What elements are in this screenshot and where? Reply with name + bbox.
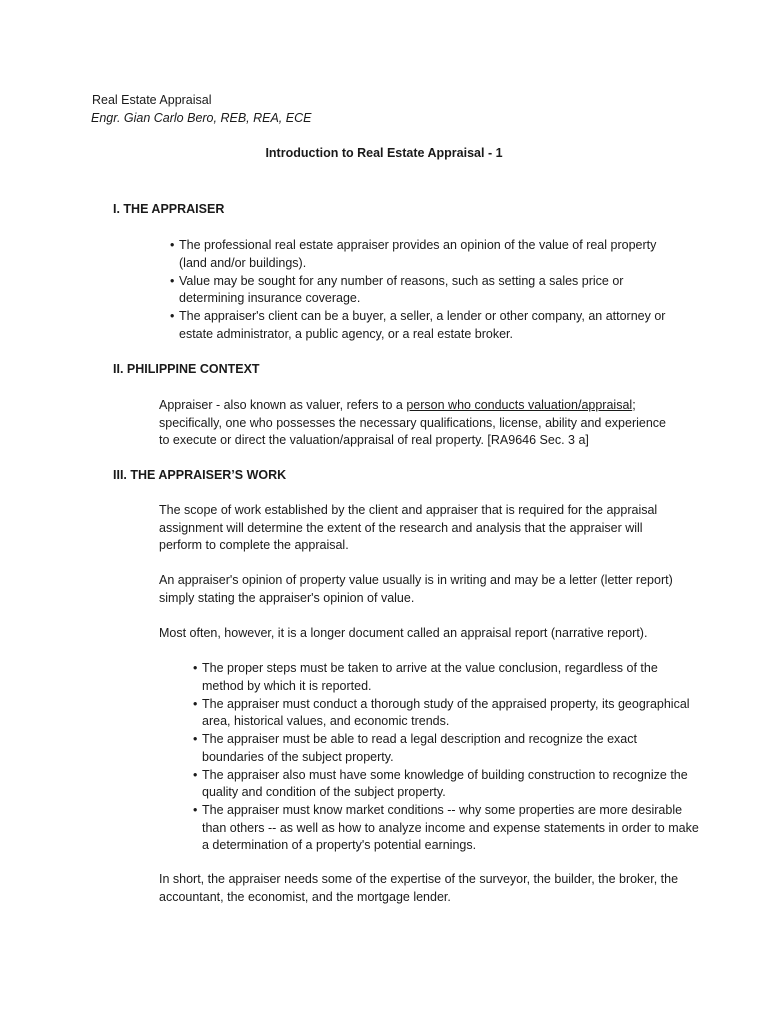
- bullet-icon: •: [193, 767, 198, 782]
- list-item: • The appraiser must conduct a thorough study of the appraised property, its geographical area, historical values, and economic trends.: [193, 696, 690, 728]
- bullet-icon: •: [170, 309, 175, 323]
- section-heading-appraiser: I. THE APPRAISER: [113, 202, 225, 216]
- bullet-icon: •: [193, 732, 198, 746]
- context-paragraph: Appraiser - also known as valuer, refers to a person who conducts valuation/appraisal; specifically, one who possesses the necessary qualifications, license, ability and experience to execute or direct the valuation/appraisal of real property. [RA9646 Sec. 3 a]: [159, 398, 666, 447]
- summary-paragraph: In short, the appraiser needs some of the expertise of the surveyor, the builder, the broker, the accountant, the economist, and the mortgage lender.: [159, 872, 679, 904]
- author-line: Engr. Gian Carlo Bero, REB, REA, ECE: [91, 111, 312, 125]
- list-item: • The appraiser also must have some knowledge of building construction to recognize the quality and condition of the subject property.: [193, 767, 688, 799]
- bullet-icon: •: [193, 661, 198, 675]
- list-item: • Value may be sought for any number of reasons, such as setting a sales price or determining insurance coverage.: [170, 273, 624, 305]
- bullet-icon: •: [193, 803, 198, 817]
- document-title: Real Estate Appraisal: [92, 93, 212, 107]
- work-bullet-list: [180, 660, 700, 855]
- list-item: • The professional real estate appraiser provides an opinion of the value of real property (land and/or buildings).: [170, 238, 657, 270]
- appraiser-bullet-list: [157, 237, 677, 344]
- list-item: • The appraiser must know market conditions -- why some properties are more desirable than others -- as well as how to analyze income and expense statements in order to make a determination of a property's potential earnings.: [193, 803, 699, 852]
- bullet-icon: •: [170, 238, 175, 252]
- bullet-icon: •: [170, 273, 175, 288]
- underlined-definition: person who conducts valuation/appraisal: [406, 398, 633, 412]
- section-heading-philippine-context: II. PHILIPPINE CONTEXT: [113, 362, 260, 376]
- lecture-title: Introduction to Real Estate Appraisal - 1: [265, 146, 503, 160]
- scope-paragraph: The scope of work established by the client and appraiser that is required for the appraisal assignment will determine the extent of the research and analysis that the appraiser will perform to complete the appraisal.: [159, 503, 658, 552]
- list-item: • The proper steps must be taken to arrive at the value conclusion, regardless of the method by which it is reported.: [193, 661, 658, 693]
- section-heading-appraisers-work: III. THE APPRAISER’S WORK: [113, 468, 287, 482]
- report-paragraph: Most often, however, it is a longer document called an appraisal report (narrative report).: [159, 626, 648, 640]
- list-item: • The appraiser must be able to read a legal description and recognize the exact boundaries of the subject property.: [193, 732, 637, 764]
- list-item: • The appraiser's client can be a buyer, a seller, a lender or other company, an attorney or estate administrator, a public agency, or a real estate broker.: [170, 309, 666, 341]
- bullet-icon: •: [193, 696, 198, 711]
- opinion-paragraph: An appraiser's opinion of property value usually is in writing and may be a letter (letter report) simply stating the appraiser's opinion of value.: [159, 573, 673, 605]
